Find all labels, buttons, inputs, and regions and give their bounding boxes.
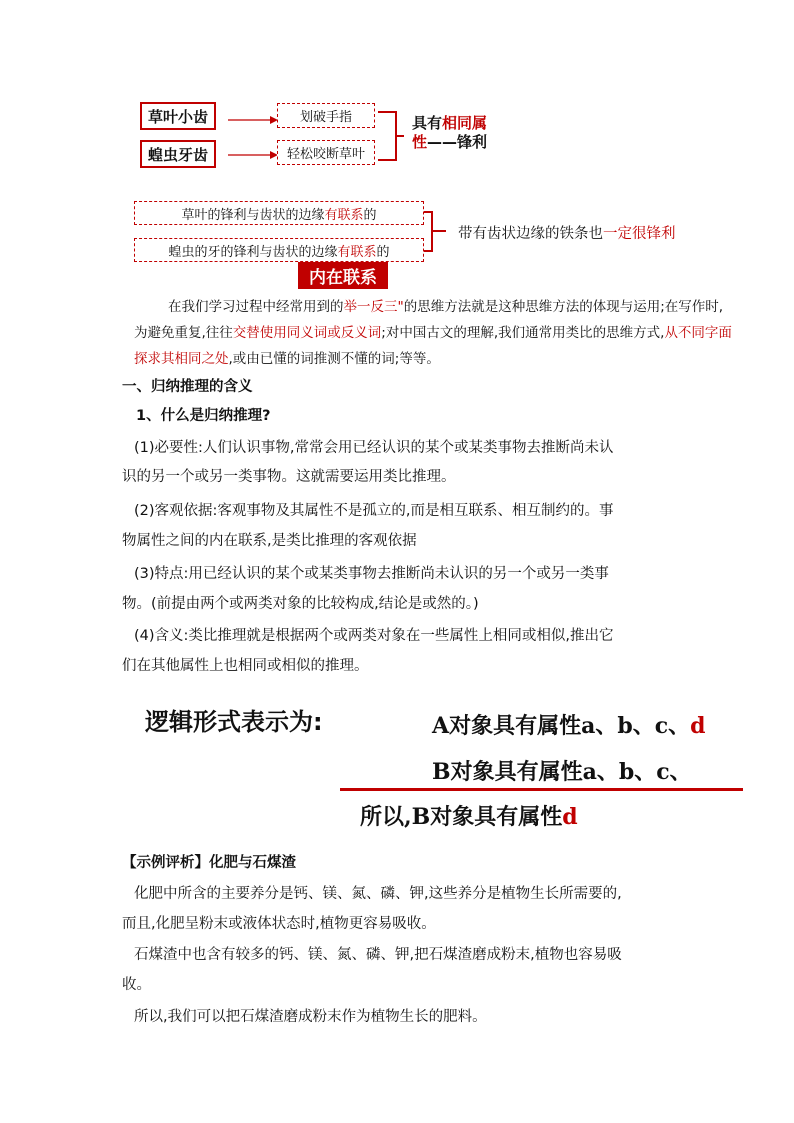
example-p1-line-1: 化肥中所含的主要养分是钙、镁、氮、磷、钾,这些养分是植物生长所需要的, <box>134 886 622 902</box>
box-grass-teeth: 草叶小齿 <box>140 102 216 130</box>
item-1-line-2: 识的另一个或另一类事物。这就需要运用类比推理。 <box>122 469 456 485</box>
subsection-heading: 1、什么是归纳推理? <box>136 408 271 424</box>
box-relation-grass: 草叶的锋利与齿状的边缘 有联系 的 <box>134 201 424 225</box>
example-p2-line-2: 收。 <box>122 977 151 993</box>
example-p1-line-2: 而且,化肥呈粉末或液体状态时,植物更容易吸收。 <box>122 916 436 932</box>
internal-relation-banner: 内在联系 <box>298 262 388 289</box>
intro-line-2: 为避免重复,往往交替使用同义词或反义词;对中国古文的理解,我们通常用类比的思维方式,从不同字面 <box>134 325 732 341</box>
logic-form-title: 逻辑形式表示为: <box>145 708 323 736</box>
box-cut-finger: 划破手指 <box>277 103 375 128</box>
same-property-label: 具有相同属 性——锋利 <box>412 114 488 151</box>
item-3-line-2: 物。(前提由两个或两类对象的比较构成,结论是或然的。) <box>122 596 479 612</box>
logic-premise-b: B对象具有属性a、b、c、 <box>432 759 692 785</box>
logic-premise-a: A对象具有属性a、b、c、d <box>432 713 706 739</box>
section-heading: 一、归纳推理的含义 <box>122 379 253 395</box>
intro-line-1: 在我们学习过程中经常用到的举一反三"的思维方法就是这种思维方法的体现与运用;在写作时, <box>168 299 724 315</box>
example-p3: 所以,我们可以把石煤渣磨成粉末作为植物生长的肥料。 <box>134 1009 487 1025</box>
box-bite-grass: 轻松咬断草叶 <box>277 140 375 165</box>
item-4-line-1: (4)含义:类比推理就是根据两个或两类对象在一些属性上相同或相似,推出它 <box>134 628 614 644</box>
example-p2-line-1: 石煤渣中也含有较多的钙、镁、氮、磷、钾,把石煤渣磨成粉末,植物也容易吸 <box>134 947 622 963</box>
example-title: 【示例评析】化肥与石煤渣 <box>122 855 296 871</box>
item-2-line-1: (2)客观依据:客观事物及其属性不是孤立的,而是相互联系、相互制约的。事 <box>134 503 614 519</box>
item-1-line-1: (1)必要性:人们认识事物,常常会用已经认识的某个或某类事物去推断尚未认 <box>134 440 614 456</box>
item-3-line-1: (3)特点:用已经认识的某个或某类事物去推断尚未认识的另一个或另一类事 <box>134 566 609 582</box>
box-relation-locust: 蝗虫的牙的锋利与齿状的边缘 有联系 的 <box>134 238 424 262</box>
logic-divider <box>340 788 743 791</box>
item-4-line-2: 们在其他属性上也相同或相似的推理。 <box>122 658 369 674</box>
conclusion-label: 带有齿状边缘的铁条也一定很锋利 <box>458 226 676 242</box>
box-locust-teeth: 蝗虫牙齿 <box>140 140 216 168</box>
item-2-line-2: 物属性之间的内在联系,是类比推理的客观依据 <box>122 533 417 549</box>
intro-line-3: 探求其相同之处,或由已懂的词推测不懂的词;等等。 <box>134 351 440 367</box>
logic-conclusion: 所以,B对象具有属性d <box>360 804 578 830</box>
